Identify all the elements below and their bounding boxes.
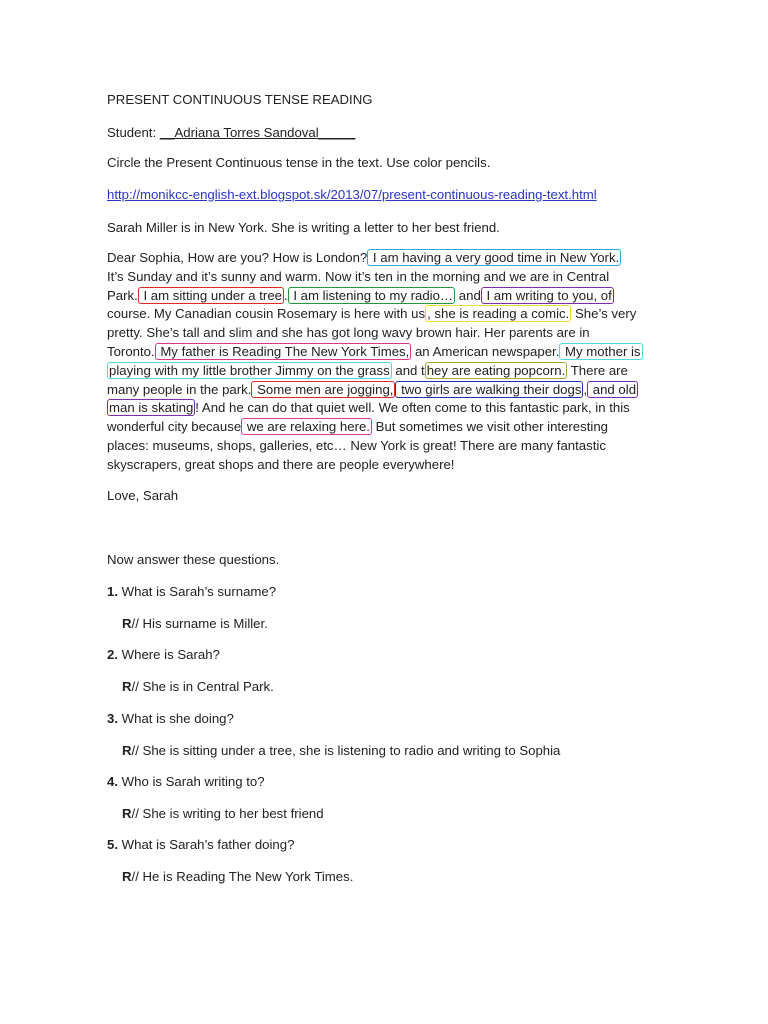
question-number: 3. <box>107 711 118 726</box>
letter-text: an American newspaper. <box>411 343 560 359</box>
circled-phrase: hey are eating popcorn. <box>426 362 566 378</box>
question-1 <box>107 583 276 601</box>
letter-line <box>107 418 667 437</box>
letter-line <box>107 343 667 362</box>
answer-separator: // <box>131 743 143 758</box>
question-text: What is Sarah’s surname? <box>118 584 277 599</box>
letter-body <box>107 249 667 475</box>
letter-text: Park. <box>107 287 138 303</box>
question-number: 5. <box>107 837 118 852</box>
answer-5 <box>122 868 353 886</box>
question-5 <box>107 836 294 854</box>
answer-separator: // <box>131 869 143 884</box>
answer-text: She is writing to her best friend <box>142 806 324 821</box>
letter-line <box>107 305 667 324</box>
questions-intro: Now answer these questions. <box>107 552 280 567</box>
circled-phrase: I am listening to my radio… <box>289 287 454 303</box>
letter-text: ! And he can do that quiet well. We often come to this fantastic park, in this <box>195 400 630 416</box>
circled-phrase: I am having a very good time in New York. <box>369 250 620 265</box>
question-number: 4. <box>107 774 118 789</box>
question-4 <box>107 773 265 791</box>
letter-text: But sometimes we visit other interesting <box>371 419 608 435</box>
question-2 <box>107 646 220 664</box>
letter-line <box>107 437 667 456</box>
question-text: Where is Sarah? <box>118 647 220 662</box>
letter-line <box>107 268 667 287</box>
student-name: __Adriana Torres Sandoval_____ <box>159 125 356 140</box>
letter-text: She’s very <box>571 306 637 322</box>
letter-text: It’s Sunday and it’s sunny and warm. Now it’s ten in the morning and we are in Central <box>107 268 610 284</box>
student-label: Student: <box>107 125 160 140</box>
question-text: What is she doing? <box>118 711 234 726</box>
circled-phrase: playing with my little brother Jimmy on the grass <box>109 362 390 378</box>
circled-phrase: My father is Reading The New York Times, <box>156 343 410 359</box>
answer-text: His surname is Miller. <box>142 616 268 631</box>
circled-phrase: My mother is <box>561 343 641 359</box>
answer-prefix: R <box>122 806 132 821</box>
letter-closing: Love, Sarah <box>107 488 179 503</box>
letter-line <box>107 249 667 268</box>
answer-separator: // <box>131 616 143 631</box>
answer-prefix: R <box>122 679 132 694</box>
letter-text: Dear Sophia, How are you? How is London? <box>107 250 368 265</box>
document-title: PRESENT CONTINUOUS TENSE READING <box>107 92 373 107</box>
answer-1 <box>122 615 268 633</box>
question-number: 1. <box>107 584 118 599</box>
circled-phrase: two girls are walking their dogs <box>397 381 582 397</box>
instruction-text: Circle the Present Continuous tense in the text. Use color pencils. <box>107 155 491 170</box>
circled-phrase: Some men are jogging, <box>253 381 394 397</box>
answer-separator: // <box>131 679 143 694</box>
answer-separator: // <box>131 806 143 821</box>
letter-text: wonderful city because <box>107 419 242 435</box>
letter-text: pretty. She’s tall and slim and she has got long wavy brown hair. Her parents are in <box>107 325 590 341</box>
circled-phrase: we are relaxing here. <box>243 419 370 435</box>
student-line <box>107 124 355 142</box>
letter-text: There are <box>567 362 628 378</box>
letter-text: course. My Canadian cousin Rosemary is here with us <box>107 306 426 322</box>
letter-line <box>107 399 667 418</box>
circled-phrase: , she is reading a comic. <box>427 306 570 322</box>
letter-text: places: museums, shops, galleries, etc… New York is great! There are many fantastic <box>107 437 606 453</box>
answer-text: She is in Central Park. <box>142 679 274 694</box>
question-3 <box>107 710 234 728</box>
answer-text: She is sitting under a tree, she is listening to radio and writing to Sophia <box>142 743 561 758</box>
circled-phrase: and old <box>589 381 637 397</box>
letter-line <box>107 362 667 381</box>
answer-prefix: R <box>122 743 132 758</box>
letter-text: many people in the park. <box>107 381 252 397</box>
circled-phrase: I am writing to you, of <box>482 287 612 303</box>
intro-text: Sarah Miller is in New York. She is writing a letter to her best friend. <box>107 220 500 235</box>
question-number: 2. <box>107 647 118 662</box>
answer-2 <box>122 678 274 696</box>
letter-text: , <box>583 381 588 397</box>
circled-phrase: man is skating <box>109 400 194 416</box>
answer-prefix: R <box>122 869 132 884</box>
letter-line <box>107 456 667 475</box>
letter-text: skyscrapers, great shops and there are people everywhere! <box>107 456 455 472</box>
letter-text: . <box>284 287 288 303</box>
answer-3 <box>122 742 560 760</box>
letter-line <box>107 324 667 343</box>
question-text: What is Sarah’s father doing? <box>118 837 295 852</box>
letter-text: and <box>455 287 481 303</box>
letter-text: and t <box>391 362 425 378</box>
question-text: Who is Sarah writing to? <box>118 774 265 789</box>
letter-line <box>107 287 667 306</box>
letter-text: Toronto. <box>107 343 155 359</box>
answer-text: He is Reading The New York Times. <box>142 869 354 884</box>
answer-4 <box>122 805 324 823</box>
source-link[interactable]: http://monikcc-english-ext.blogspot.sk/2013/07/present-continuous-reading-text.html <box>107 187 597 202</box>
letter-line <box>107 381 667 400</box>
circled-phrase: I am sitting under a tree <box>139 287 282 303</box>
answer-prefix: R <box>122 616 132 631</box>
